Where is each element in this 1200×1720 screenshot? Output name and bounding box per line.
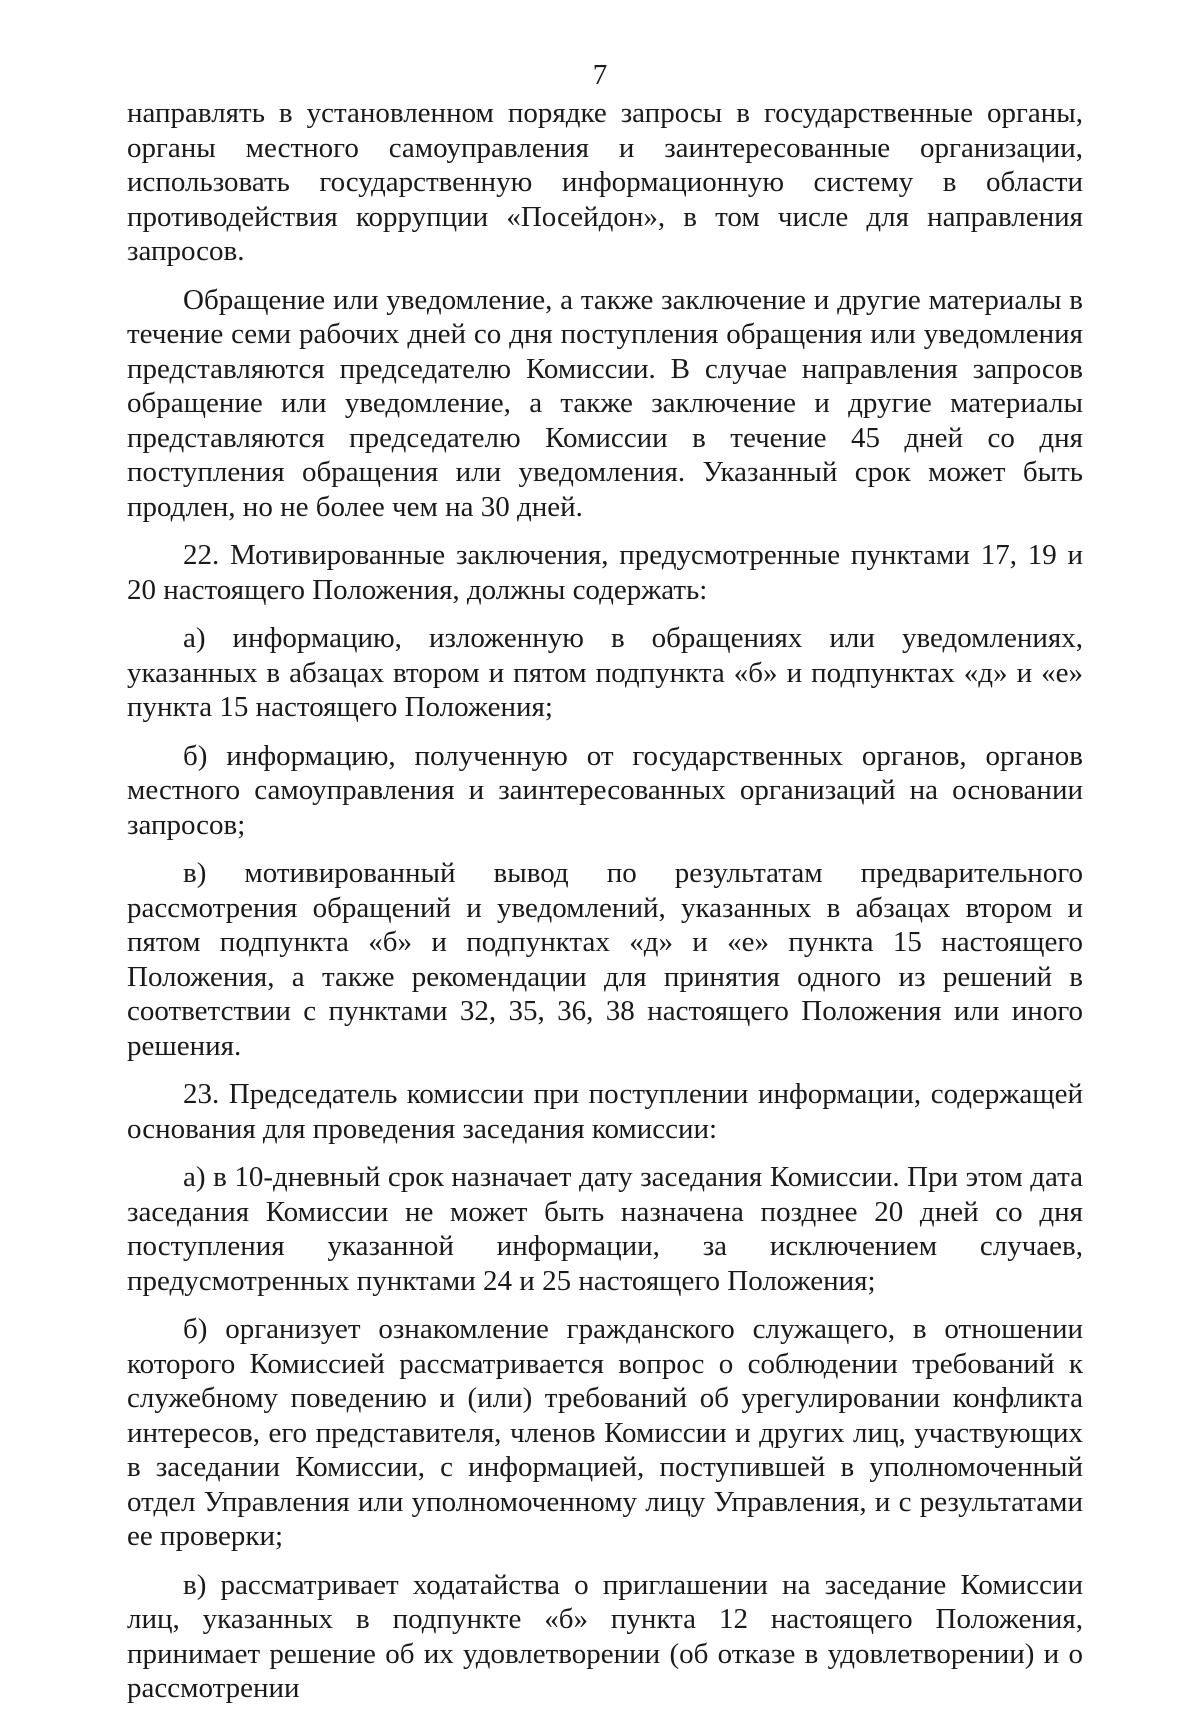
paragraph-continuation: направлять в установленном порядке запросы в государственные органы, органы местного самоуправления и заинтересованные организации, использовать государственную информационную систему в области противодействия коррупции «Посейдон», в том числе для направления запросов.	[127, 97, 1083, 267]
paragraph-23-item-v: в) рассматривает ходатайства о приглашении на заседание Комиссии лиц, указанных в подпункте «б» пункта 12 настоящего Положения, принимает решение об их удовлетворении (об отказе в удовлетворении) и о рассмотрении	[127, 1568, 1083, 1704]
paragraph-22-item-b: б) информацию, полученную от государственных органов, органов местного самоуправления и заинтересованных организаций на основании запросов;	[127, 739, 1083, 841]
paragraph-22-heading: 22. Мотивированные заключения, предусмотренные пунктами 17, 19 и 20 настоящего Положения, должны содержать:	[127, 539, 1083, 606]
document-body	[127, 96, 1083, 1720]
paragraph-23-item-b: б) организует ознакомление гражданского служащего, в отношении которого Комиссией рассматривается вопрос о соблюдении требований к служебному поведению и (или) требований об урегулировании конфликта интересов, его представителя, членов Комиссии и других лиц, участвующих в заседании Комиссии, с информацией, поступившей в уполномоченный отдел Управления или уполномоченному лицу Управления, и с результатами ее проверки;	[127, 1313, 1083, 1552]
paragraph-23-heading: 23. Председатель комиссии при поступлении информации, содержащей основания для проведения заседания комиссии:	[127, 1078, 1083, 1145]
paragraph-submission-terms: Обращение или уведомление, а также заключение и другие материалы в течение семи рабочих дней со дня поступления обращения или уведомления представляются председателю Комиссии. В случае направления запросов обращение или уведомление, а также заключение и другие материалы представляются председателю Комиссии в течение 45 дней со дня поступления обращения или уведомления. Указанный срок может быть продлен, но не более чем на 30 дней.	[127, 283, 1083, 523]
paragraph-23-item-a: а) в 10-дневный срок назначает дату заседания Комиссии. При этом дата заседания Комиссии не может быть назначена позднее 20 дней со дня поступления указанной информации, за исключением случаев, предусмотренных пунктами 24 и 25 настоящего Положения;	[127, 1161, 1083, 1297]
paragraph-22-item-a: а) информацию, изложенную в обращениях или уведомлениях, указанных в абзацах втором и пятом подпункта «б» и подпунктах «д» и «е» пункта 15 настоящего Положения;	[127, 622, 1083, 723]
page-number: 7	[592, 59, 608, 91]
paragraph-22-item-v: в) мотивированный вывод по результатам предварительного рассмотрения обращений и уведомлений, указанных в абзацах втором и пятом подпункта «б» и подпунктах «д» и «е» пункта 15 настоящего Положения, а также рекомендации для принятия одного из решений в соответствии с пунктами 32, 35, 36, 38 настоящего Положения или иного решения.	[127, 857, 1083, 1062]
